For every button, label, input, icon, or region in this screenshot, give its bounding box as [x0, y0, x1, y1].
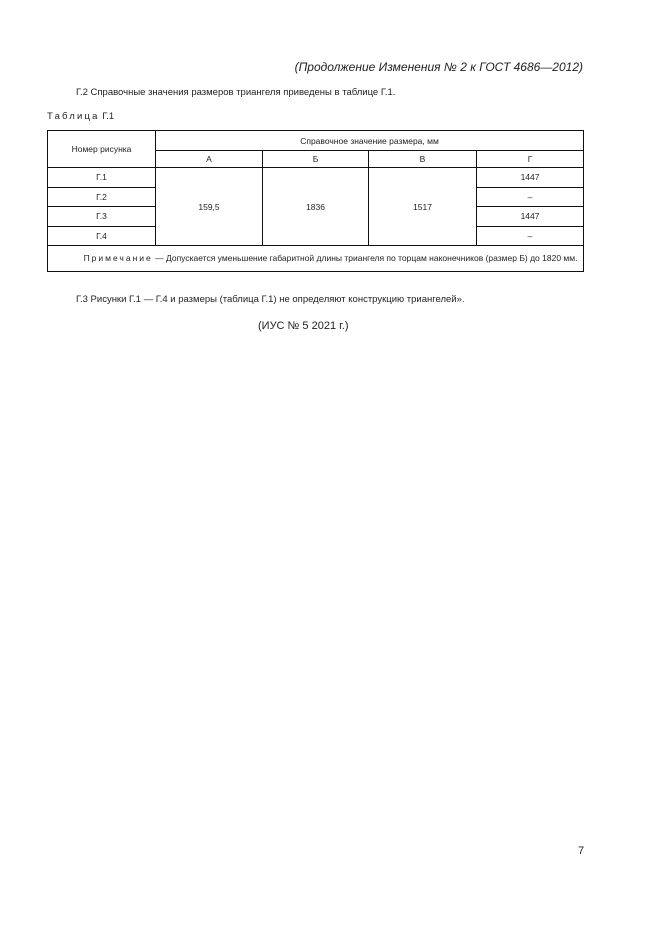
- header-col-b: Б: [263, 151, 369, 168]
- ius-reference: (ИУС № 5 2021 г.): [258, 320, 349, 332]
- cell-g: –: [477, 226, 584, 246]
- paragraph-g3: Г.3 Рисунки Г.1 — Г.4 и размеры (таблица Г.1) не определяют конструкцию триангелей».: [76, 294, 465, 305]
- page-number: 7: [578, 845, 585, 857]
- cell-figure: Г.1: [48, 168, 156, 188]
- note-label: Примечание: [83, 253, 153, 263]
- header-col-g: Г: [477, 151, 584, 168]
- cell-a-merged: 159,5: [156, 168, 263, 246]
- continuation-header: (Продолжение Изменения № 2 к ГОСТ 4686—2012): [294, 60, 583, 74]
- header-col-a: А: [156, 151, 263, 168]
- header-group-dimension: Справочное значение размера, мм: [156, 131, 584, 151]
- header-figure-number: Номер рисунка: [48, 131, 156, 168]
- table-note: [48, 246, 584, 272]
- cell-figure: Г.4: [48, 226, 156, 246]
- cell-b-merged: 1836: [263, 168, 369, 246]
- table-caption-id: Г.1: [102, 111, 115, 122]
- cell-figure: Г.2: [48, 187, 156, 207]
- note-text: — Допускается уменьшение габаритной длины триангеля по торцам наконечников (размер Б) до 1820 мм.: [152, 253, 578, 263]
- table-caption-word: Таблица: [47, 111, 100, 122]
- cell-figure: Г.3: [48, 207, 156, 227]
- cell-v-merged: 1517: [369, 168, 477, 246]
- header-col-v: В: [369, 151, 477, 168]
- table-note-row: [48, 246, 584, 272]
- reference-dimensions-table: [47, 130, 584, 272]
- cell-g: 1447: [477, 168, 584, 188]
- cell-g: 1447: [477, 207, 584, 227]
- table-header-row: [48, 131, 584, 151]
- table-caption: [47, 111, 114, 122]
- cell-g: –: [477, 187, 584, 207]
- table-row: [48, 168, 584, 188]
- paragraph-g2: Г.2 Справочные значения размеров триангеля приведены в таблице Г.1.: [76, 87, 396, 98]
